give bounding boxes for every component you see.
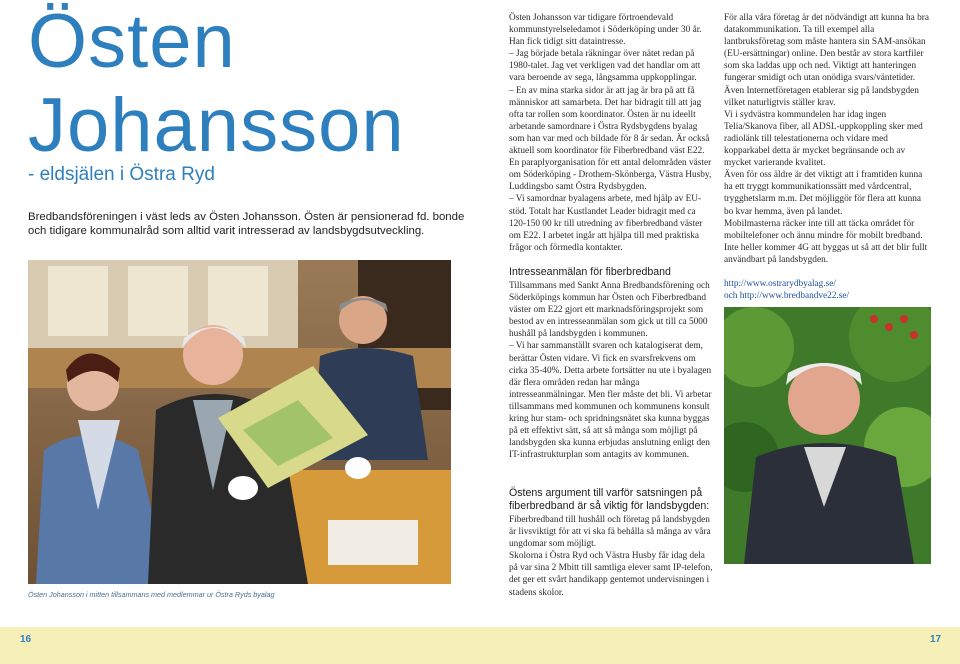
title-line-1: Östen	[28, 0, 236, 84]
meeting-photo	[28, 260, 451, 584]
title-line-2: Johansson	[28, 83, 405, 168]
paragraph: För alla våra företag är det nödvändigt att kunna ha bra datakommunikation. Ta till exempel alla lantbruksföretag som måste hantera sin SAM-ansökan (EU-ersättningar) online. Den består av stora kartfiler som ska laddas upp och ned. Viktigt att hanteringen fungerar smidigt och utan onödiga svars/väntetider. Även Internetföretagen etablerar sig på landsbygden vilket naturligtvis ställer krav.	[724, 13, 929, 108]
intro-text: Bredbandsföreningen i väst leds av Östen Johansson. Östen är pensionerad fd. bonde och tidigare kommunalråd som alltid varit intresserad av landsbygdsutveckling.	[28, 211, 465, 237]
paragraph: Även för oss äldre är det viktigt att i framtiden kunna ha ett tryggt kommunikationssätt med vårdcentral, trygghetslarm m.m. Det möjliggör för flera att kunna bo kvar hemma, även på landet.	[724, 170, 923, 217]
page-number-left: 16	[20, 634, 32, 645]
photo-caption: Östen Johansson i mitten tillsammans med medlemmar ur Östra Ryds byalag	[28, 590, 275, 599]
section-body-interest	[509, 280, 714, 461]
paragraph: – Vi samordnar byalagens arbete, med hjälp av EU-stöd. Totalt har Kustlandet Leader bidragit med ca 120-150 00 kr till utredning av fiberbredband väster om E22. I arbetet ingår att hjälpa till med praktiska frågor och förmedla kontakter.	[509, 194, 703, 253]
section-heading-interest: Intresseanmälan för fiberbredband	[509, 266, 671, 278]
subtitle: - eldsjälen i Östra Ryd	[28, 164, 215, 185]
paragraph: Mobilmasterna räcker inte till att täcka området för mobiltelefoner och ännu mindre för mobilt bredband. Inte heller kommer 4G att byggas ut så att det blir fullt användbart på landsbygden.	[724, 218, 928, 265]
paragraph: – En av mina starka sidor är att jag är bra på att få människor att samarbeta. Det har bidragit till att jag ofta tar rollen som koordinator. Östen är nu ideellt arbetande samordnare i Östra Rydsbygdens byalag som han var med och bildade för 8 år sedan. Är också aktuell som koordinator för Fiberbredband väst E22. En paraplyorganisation för ett antal delområden väster om Söderköping - Drothem-Skönberga, Västra Husby, Luddingsbo samt Östra Rydsbygden.	[509, 85, 712, 193]
paragraph: Tillsammans med Sankt Anna Bredbandsförening och Söderköpings kommun har Östen och Fiberbredband väster om E22 gjort ett marknadsföringsprojekt som bestod av en intresseanmälan som gick ut till ca 5000 hushåll på landsbygden i kommunen.	[509, 281, 710, 340]
page-number-right: 17	[930, 634, 942, 645]
paragraph: – Jag började betala räkningar över nätet redan på 1980-talet. Jag vet verkligen vad det handlar om att vara beroende av sega, långsamma uppkopplingar.	[509, 49, 701, 84]
portrait-photo	[724, 307, 931, 564]
paragraph: Vi i sydvästra kommundelen har idag ingen Telia/Skanova fiber, all ADSL-uppkoppling sker med radiolänk till telestationerna och vidare med kopparkabel detta är mycket begränsande och av mycket varierande kvalitet.	[724, 109, 923, 169]
section-body-arguments	[509, 514, 714, 599]
link-bredband[interactable]: och http://www.bredbandve22.se/	[724, 291, 850, 301]
paragraph: Skolorna i Östra Ryd och Västra Husby får idag dela på var sina 2 Mbitt till samtliga elever samt IP-telefon, det ger ett svårt handikapp gentemot undervisningen i stadens skolor.	[509, 551, 713, 598]
links	[724, 278, 849, 302]
column-two	[509, 12, 714, 254]
column-three	[724, 12, 929, 266]
paragraph: – Vi har sammanställt svaren och katalogiserat dem, berättar Östen vidare. Vi fick en svarsfrekvens om cirka 35-40%. Detta arbete fortsätter nu ute i byalagen där flera områden redan har många intresseanmälningar. Men fler måste det bli. Vi arbetar tillsammans med kommunen och kommunens konsult kring hur stam- och spridningsnätet ska kunna byggas på ett effektivt sätt, så att så många som möjligt på landsbygden ska kunna erbjudas anslutning enligt den IT-infrastrukturplan som antagits av kommunen.	[509, 341, 712, 461]
paragraph: Fiberbredband till hushåll och företag på landsbygden är livsviktigt för att vi ska fä behålla så många av våra ungdomar som möjligt.	[509, 515, 711, 550]
section-heading-arguments: Östens argument till varför satsningen på fiberbredband är så viktig för landsbygden:	[509, 487, 710, 512]
paragraph: Östen Johansson var tidigare förtroendevald kommunstyrelseledamot i Söderköping under 30 år. Han fick tidigt sitt dataintresse.	[509, 13, 702, 48]
footer-bar	[0, 627, 960, 664]
link-byalag[interactable]: http://www.ostrarydbyalag.se/	[724, 279, 836, 289]
